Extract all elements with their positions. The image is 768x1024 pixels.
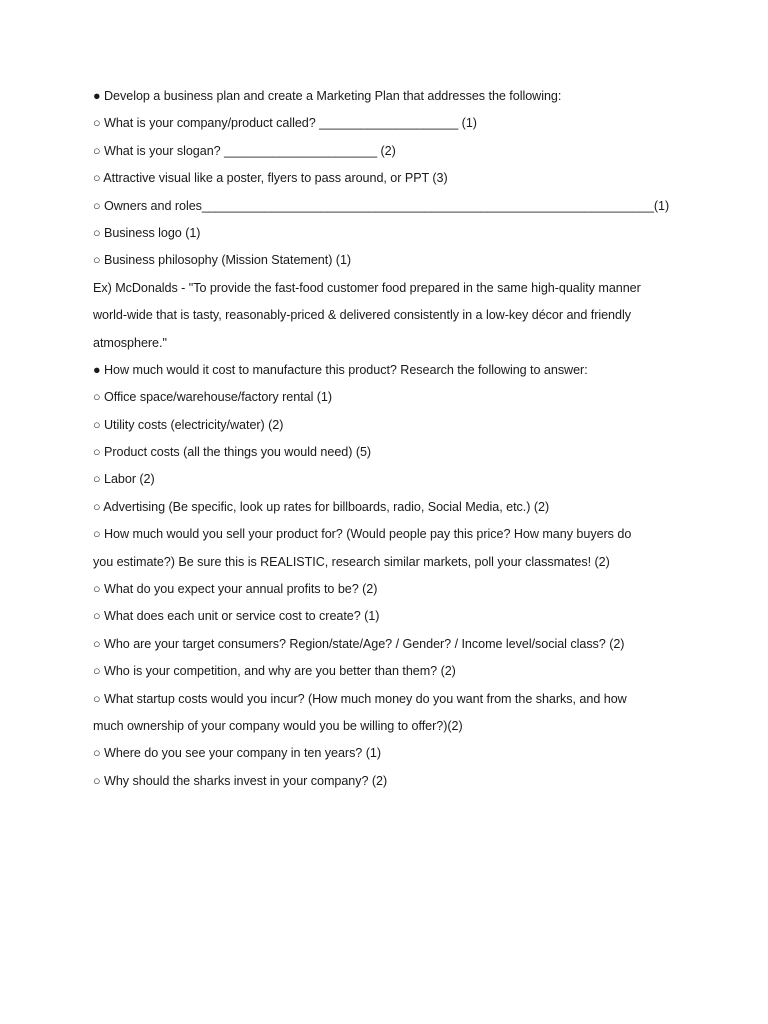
document-page bbox=[93, 83, 693, 795]
item-unit-cost: ○ What does each unit or service cost to create? (1) bbox=[93, 609, 380, 624]
item-business-logo: ○ Business logo (1) bbox=[93, 225, 201, 240]
item-ten-years: ○ Where do you see your company in ten years? (1) bbox=[93, 746, 381, 761]
item-why-invest: ○ Why should the sharks invest in your company? (2) bbox=[93, 773, 388, 788]
example-mcdonalds-line-2: world-wide that is tasty, reasonably-priced & delivered consistently in a low-key décor and friendly bbox=[93, 308, 631, 323]
item-advertising: ○ Advertising (Be specific, look up rates for billboards, radio, Social Media, etc.) (2) bbox=[93, 499, 550, 514]
example-mcdonalds-line-3: atmosphere." bbox=[93, 335, 167, 350]
item-startup-costs-line-2: much ownership of your company would you be willing to offer?)(2) bbox=[93, 718, 463, 733]
item-competition: ○ Who is your competition, and why are you better than them? (2) bbox=[93, 664, 456, 679]
item-labor: ○ Labor (2) bbox=[93, 472, 155, 487]
item-startup-costs-line-1: ○ What startup costs would you incur? (How much money do you want from the sharks, and how bbox=[93, 691, 627, 706]
item-slogan: ○ What is your slogan? ______________________ (2) bbox=[93, 143, 396, 158]
item-office-space: ○ Office space/warehouse/factory rental (1) bbox=[93, 390, 333, 405]
item-annual-profits: ○ What do you expect your annual profits to be? (2) bbox=[93, 582, 378, 597]
item-target-consumers: ○ Who are your target consumers? Region/state/Age? / Gender? / Income level/social class? (2) bbox=[93, 636, 625, 651]
item-utility-costs: ○ Utility costs (electricity/water) (2) bbox=[93, 417, 284, 432]
item-business-philosophy: ○ Business philosophy (Mission Statement) (1) bbox=[93, 253, 352, 268]
item-attractive-visual: ○ Attractive visual like a poster, flyers to pass around, or PPT (3) bbox=[93, 171, 448, 186]
item-sell-price-line-1: ○ How much would you sell your product for? (Would people pay this price? How many buyers do bbox=[93, 527, 632, 542]
item-owners-roles: ○ Owners and roles_________________________________________________________________(1) bbox=[93, 198, 670, 213]
item-sell-price-line-2: you estimate?) Be sure this is REALISTIC, research similar markets, poll your classmates! (2) bbox=[93, 554, 610, 569]
bullet-manufacture-cost: ● How much would it cost to manufacture this product? Research the following to answer: bbox=[93, 362, 588, 377]
item-product-costs: ○ Product costs (all the things you would need) (5) bbox=[93, 445, 372, 460]
example-mcdonalds-line-1: Ex) McDonalds - "To provide the fast-food customer food prepared in the same high-quality manner bbox=[93, 280, 641, 295]
item-company-name: ○ What is your company/product called? ____________________ (1) bbox=[93, 116, 477, 131]
bullet-develop-business-plan: ● Develop a business plan and create a Marketing Plan that addresses the following: bbox=[93, 89, 562, 103]
